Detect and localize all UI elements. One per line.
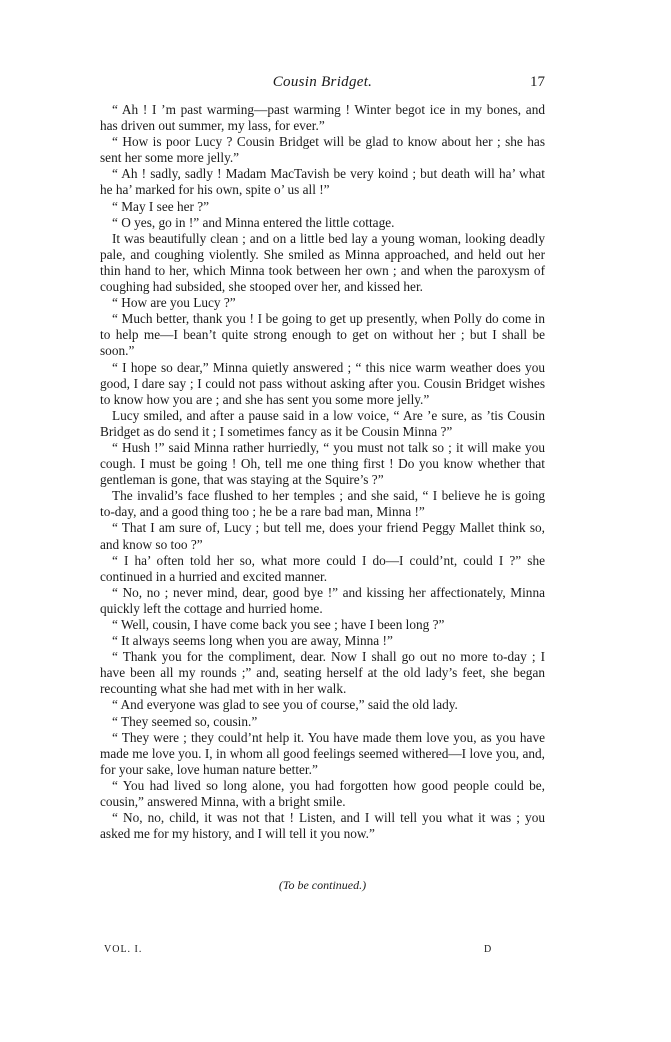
paragraph: It was beautifully clean ; and on a little bed lay a young woman, looking deadly pale, and coughing violently. She smiled as Minna approached, and held out her thin hand to her, which Minna took between her own ; and when the paroxysm of coughing had subsided, she stooped over her, and kissed her. bbox=[100, 230, 545, 295]
paragraph: “ Ah ! sadly, sadly ! Madam MacTavish be very koind ; but death will ha’ what he ha’ marked for his own, spite o’ us all !” bbox=[100, 166, 545, 198]
paragraph: “ Well, cousin, I have come back you see ; have I been long ?” bbox=[112, 617, 445, 632]
paragraph: “ You had lived so long alone, you had forgotten how good people could be, cousin,” answered Minna, with a bright smile. bbox=[100, 777, 545, 810]
running-title: Cousin Bridget. bbox=[272, 74, 373, 90]
paragraph: “ May I see her ?” bbox=[112, 198, 210, 214]
volume-signature: VOL. I. bbox=[104, 944, 143, 955]
paragraph: “ I hope so dear,” Minna quietly answered ; “ this nice warm weather does you good, I dare say ; I could not pass without asking after you. Cousin Bridget wishes to know how you are ; and she has sent you some more jelly.” bbox=[100, 359, 545, 407]
paragraph: “ No, no ; never mind, dear, good bye !” and kissing her affectionately, Minna quickly left the cottage and hurried home. bbox=[100, 584, 545, 616]
page-number: 17 bbox=[530, 74, 545, 90]
page-header bbox=[100, 74, 545, 96]
paragraph: “ Thank you for the compliment, dear. Now I shall go out no more to-day ; I have been all my rounds ;” and, seating herself at the old lady’s feet, she began recounting what she had met with in her walk. bbox=[100, 649, 545, 697]
paragraph: “ That I am sure of, Lucy ; but tell me, does your friend Peggy Mallet think so, and know so too ?” bbox=[100, 520, 545, 552]
signature-letter: D bbox=[484, 944, 492, 955]
paragraph: “ Ah ! I ’m past warming—past warming ! Winter begot ice in my bones, and has driven out summer, my lass, for ever.” bbox=[100, 102, 545, 134]
paragraph: “ Hush !” said Minna rather hurriedly, “ you must not talk so ; it will make you cough. I must be going ! Oh, tell me one thing first ! Do you know whether that gentleman is gone, that was staying at the Squire’s ?” bbox=[100, 439, 545, 488]
paragraph: “ And everyone was glad to see you of course,” said the old lady. bbox=[112, 697, 458, 713]
paragraph: “ How is poor Lucy ? Cousin Bridget will be glad to know about her ; she has sent her some more jelly.” bbox=[100, 134, 545, 166]
continued-note: (To be continued.) bbox=[278, 878, 367, 892]
paragraph: “ I ha’ often told her so, what more could I do—I could’nt, could I ?” she continued in a hurried and excited manner. bbox=[100, 552, 545, 584]
paragraph: “ No, no, child, it was not that ! Listen, and I will tell you what it was ; you asked me for my history, and I will tell it you now.” bbox=[100, 810, 545, 842]
paragraph: “ They were ; they could’nt help it. You have made them love you, as you have made me love you. I, in whom all good feelings seemed withered—I love you, and, for your sake, love human nature better.” bbox=[100, 729, 545, 777]
paragraph: “ How are you Lucy ?” bbox=[112, 295, 236, 311]
paragraph: The invalid’s face flushed to her temples ; and she said, “ I believe he is going to-day, and a good thing too ; he be a rare bad man, Minna !” bbox=[100, 488, 545, 520]
paragraph: “ Much better, thank you ! I be going to get up presently, when Polly do come in to help me—I bean’t quite strong enough to get on without her ; but I shall be soon.” bbox=[100, 311, 545, 359]
paragraph: “ O yes, go in !” and Minna entered the little cottage. bbox=[112, 214, 395, 230]
paragraph: “ It always seems long when you are away, Minna !” bbox=[112, 633, 393, 649]
paragraph: Lucy smiled, and after a pause said in a low voice, “ Are ’e sure, as ’tis Cousin Bridget as do send it ; I sometimes fancy as it be Cousin Minna ?” bbox=[100, 407, 545, 439]
paragraph: “ They seemed so, cousin.” bbox=[112, 713, 258, 729]
body-text bbox=[100, 102, 545, 842]
